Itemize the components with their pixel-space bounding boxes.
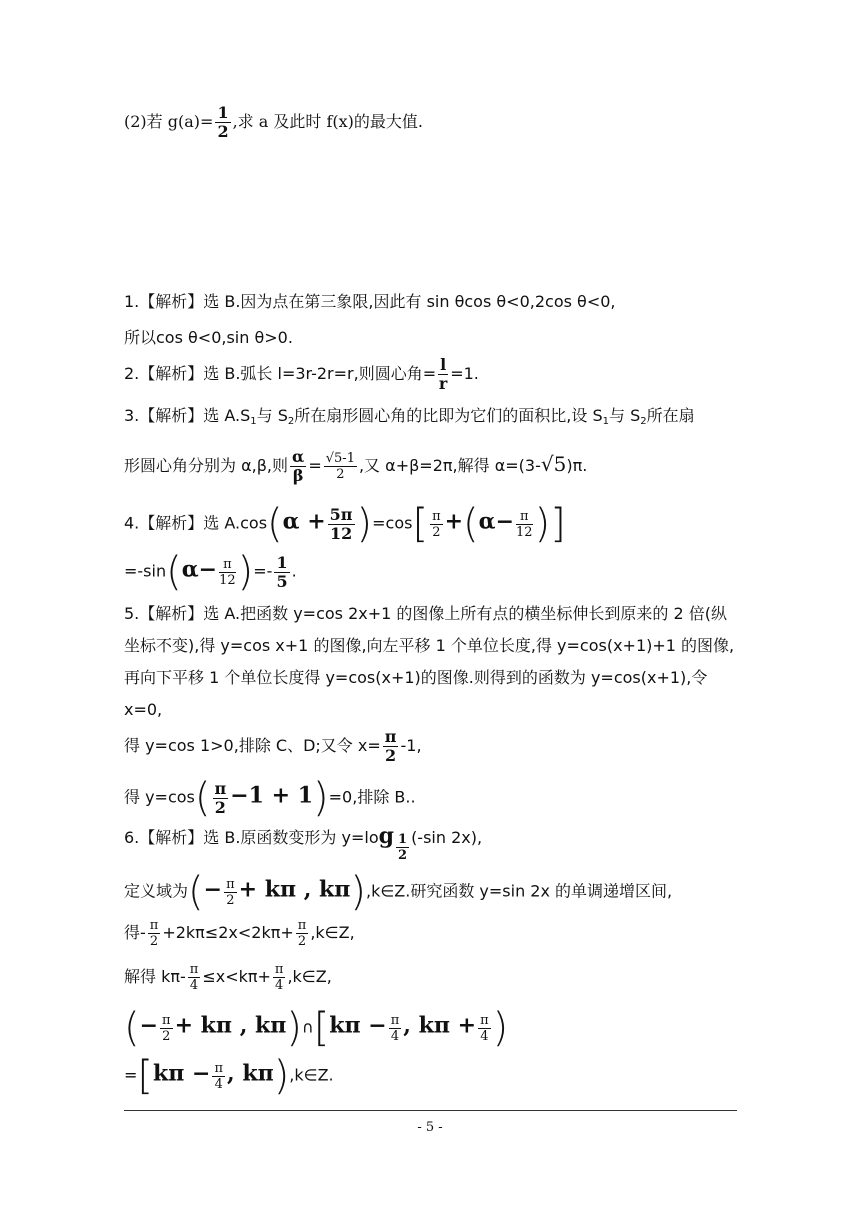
left-bracket: [ xyxy=(313,1005,330,1051)
fraction-numerator: π xyxy=(432,508,441,524)
fraction-numerator: 1 xyxy=(217,103,229,122)
fraction-denominator: 12 xyxy=(516,524,533,540)
fraction xyxy=(219,557,236,588)
subscript: 2 xyxy=(640,416,647,427)
text-fragment: 3.【解析】选 A.S xyxy=(124,406,251,425)
text-fragment: 形圆心角分别为 α,β,则 xyxy=(124,456,289,475)
solution-4-line-2 xyxy=(124,549,297,595)
left-paren: ( xyxy=(463,501,479,547)
solution-5-line-5 xyxy=(124,728,422,765)
right-paren: ) xyxy=(534,501,551,547)
solution-3-line-2 xyxy=(124,448,587,485)
fraction-denominator: 12 xyxy=(219,572,236,588)
minus-sign: − xyxy=(203,876,223,903)
fraction-denominator: 2 xyxy=(226,892,235,908)
equals-sign: = xyxy=(308,456,322,475)
solution-5-line-6 xyxy=(124,775,416,821)
fraction-numerator: 5π xyxy=(329,504,353,524)
fraction xyxy=(188,962,201,993)
expression: kπ − xyxy=(329,1012,387,1039)
fraction xyxy=(389,1013,402,1044)
left-bracket: [ xyxy=(137,1053,154,1099)
subscript: 1 xyxy=(602,416,609,427)
left-paren: ( xyxy=(194,775,211,821)
alpha-term: α− xyxy=(181,556,218,583)
footer-divider xyxy=(124,1110,737,1111)
left-paren: ( xyxy=(188,869,204,915)
fraction-denominator: 4 xyxy=(390,1028,400,1044)
fraction xyxy=(212,1061,225,1092)
subscript: 2 xyxy=(287,416,295,427)
fraction-denominator: 12 xyxy=(329,523,353,543)
fraction-denominator: 4 xyxy=(480,1028,489,1044)
solution-6-line-4 xyxy=(124,962,332,993)
left-paren: ( xyxy=(267,501,283,547)
text-fragment: =-sin xyxy=(124,561,167,581)
text-fragment: ,k∈Z. xyxy=(289,1065,334,1085)
fraction-denominator: 2 xyxy=(214,797,226,817)
fraction-numerator: π xyxy=(219,557,236,573)
fraction xyxy=(516,509,533,540)
left-paren: ( xyxy=(166,549,182,595)
expression: kπ − xyxy=(153,1060,211,1087)
solution-6-line-3 xyxy=(124,918,355,949)
text-fragment: +2kπ≤2x<2kπ+ xyxy=(162,923,294,942)
text-fragment: ,k∈Z, xyxy=(310,923,355,942)
fraction-numerator: 1 xyxy=(276,552,288,572)
fraction-denominator: 2 xyxy=(217,122,229,141)
fraction-denominator: 2 xyxy=(385,746,397,765)
right-paren: ) xyxy=(286,1005,302,1051)
text-fragment: = xyxy=(124,1065,138,1085)
right-paren: ) xyxy=(273,1053,290,1099)
sqrt-5: √5 xyxy=(540,452,567,476)
right-paren: ) xyxy=(356,501,373,547)
golden-ratio-fraction xyxy=(324,451,357,482)
solution-1-line-2: 所以cos θ<0,sin θ>0. xyxy=(124,328,293,347)
text-fragment: (-sin 2x), xyxy=(411,828,483,847)
text-fragment: ≤x<kπ+ xyxy=(202,967,271,986)
fraction xyxy=(430,509,443,540)
solution-5-line-3: 再向下平移 1 个单位长度得 y=cos(x+1)的图像.则得到的函数为 y=cos(x+1),令 xyxy=(124,668,708,687)
text-fragment: =cos xyxy=(372,513,413,533)
solution-6-line-2 xyxy=(124,869,673,915)
solution-3-line-1 xyxy=(124,406,695,432)
fraction xyxy=(383,728,399,765)
fraction-numerator: π xyxy=(149,918,159,933)
text-fragment: ,k∈Z, xyxy=(287,967,332,986)
fraction-numerator: π xyxy=(390,1012,400,1028)
fraction-numerator: α xyxy=(292,447,305,466)
solution-5-line-2: 坐标不变),得 y=cos x+1 的图像,向左平移 1 个单位长度,得 y=cos(x+1)+1 的图像, xyxy=(124,636,735,655)
fraction-numerator: π xyxy=(516,509,533,525)
plus-sign: + xyxy=(444,508,464,535)
intersection-symbol: ∩ xyxy=(301,1017,314,1037)
page-number: - 5 - xyxy=(417,1120,443,1135)
fraction xyxy=(273,962,286,993)
right-paren: ) xyxy=(350,869,366,915)
expression: , kπ xyxy=(227,1060,274,1087)
fraction xyxy=(213,780,229,817)
fraction-numerator: π xyxy=(480,1012,489,1028)
fraction-numerator: √5-1 xyxy=(325,451,355,466)
expression: + kπ , kπ xyxy=(238,876,351,903)
fraction-denominator: 4 xyxy=(275,978,284,993)
text-fragment: 解得 kπ- xyxy=(124,967,186,986)
subscript: 1 xyxy=(250,416,257,427)
fraction xyxy=(328,506,355,543)
text-fragment: 得 y=cos xyxy=(124,787,195,807)
text-fragment: 得- xyxy=(124,923,146,942)
fraction-numerator: 1 xyxy=(398,832,408,847)
fraction-denominator: β xyxy=(292,466,304,485)
fraction-numerator: π xyxy=(226,876,235,892)
solution-6-line-5 xyxy=(124,1005,509,1051)
fraction-denominator: 4 xyxy=(189,978,199,993)
fraction-denominator: 4 xyxy=(214,1076,223,1092)
fraction xyxy=(296,918,309,949)
question-prefix: (2)若 g(a)= xyxy=(124,112,214,131)
log-g: g xyxy=(378,823,395,849)
text-fragment: 4.【解析】选 A.cos xyxy=(124,513,268,533)
solution-2 xyxy=(124,356,479,393)
fraction-denominator: 2 xyxy=(162,1028,171,1044)
text-fragment: 与 S xyxy=(608,406,641,425)
text-fragment: ,k∈Z.研究函数 y=sin 2x 的单调递增区间, xyxy=(365,881,673,901)
solution-2-prefix: 2.【解析】选 B.弧长 l=3r-2r=r,则圆心角= xyxy=(124,364,437,383)
fraction xyxy=(148,918,161,949)
text-fragment: 与 S xyxy=(256,406,288,425)
alpha-term: α + xyxy=(282,508,326,535)
fraction-numerator: π xyxy=(189,962,199,977)
question-suffix: ,求 a 及此时 f(x)的最大值. xyxy=(232,112,423,131)
fraction-numerator: π xyxy=(297,918,307,933)
fraction-denominator: 2 xyxy=(432,524,441,540)
fraction-numerator: l xyxy=(440,355,447,374)
text-fragment: ,又 α+β=2π,解得 α=(3- xyxy=(358,456,541,475)
left-paren: ( xyxy=(124,1005,140,1051)
text-fragment: 得 y=cos 1>0,排除 C、D;又令 x= xyxy=(124,736,381,755)
solution-2-suffix: =1. xyxy=(450,364,479,383)
text-fragment: 所在扇形圆心角的比即为它们的面积比,设 S xyxy=(294,406,603,425)
fraction xyxy=(160,1013,173,1044)
fraction-denominator: 5 xyxy=(276,571,288,591)
fraction-denominator: 2 xyxy=(398,848,408,863)
fraction-denominator: r xyxy=(438,374,448,393)
log-base-fraction xyxy=(396,832,409,863)
solution-6-line-6 xyxy=(124,1053,334,1099)
text-fragment: 定义域为 xyxy=(124,881,189,901)
ratio-fraction xyxy=(290,448,306,485)
solution-5-line-1: 5.【解析】选 A.把函数 y=cos 2x+1 的图像上所有点的横坐标伸长到原来的 2 倍(纵 xyxy=(124,604,727,623)
expression: + kπ , kπ xyxy=(174,1012,287,1039)
fraction-denominator: 2 xyxy=(297,934,307,949)
text-fragment: -1, xyxy=(400,736,422,755)
left-bracket: [ xyxy=(412,501,429,547)
fraction xyxy=(274,554,289,591)
question-2 xyxy=(124,104,423,141)
alpha-term: α− xyxy=(478,508,515,535)
solution-1-line-1: 1.【解析】选 B.因为点在第三象限,因此有 sin θcos θ<0,2cos θ<0, xyxy=(124,292,616,311)
question-fraction xyxy=(215,104,230,141)
text-fragment: 6.【解析】选 B.原函数变形为 y=lo xyxy=(124,828,379,847)
text-fragment: 所在扇 xyxy=(646,406,695,425)
fraction-numerator: π xyxy=(214,1060,224,1076)
fraction-numerator: π xyxy=(384,727,397,746)
solution-5-line-4: x=0, xyxy=(124,700,163,719)
expression: , kπ + xyxy=(403,1012,477,1039)
fraction-numerator: π xyxy=(274,962,284,977)
right-bracket: ] xyxy=(550,501,566,547)
fraction xyxy=(224,877,237,908)
fraction-numerator: π xyxy=(214,778,227,798)
right-paren: ) xyxy=(237,549,254,595)
solution-6-line-1 xyxy=(124,823,483,863)
fraction-numerator: π xyxy=(162,1012,171,1028)
fraction-denominator: 2 xyxy=(149,934,159,949)
solution-2-fraction xyxy=(438,356,448,393)
minus-sign: − xyxy=(139,1012,159,1039)
text-fragment: =0,排除 B.. xyxy=(328,787,416,807)
expression: −1 + 1 xyxy=(230,782,314,809)
text-fragment: =- xyxy=(253,561,273,581)
fraction xyxy=(478,1013,491,1044)
right-paren: ) xyxy=(313,775,329,821)
solution-4-line-1 xyxy=(124,501,566,547)
fraction-denominator: 2 xyxy=(336,467,345,482)
text-fragment: )π. xyxy=(566,456,588,475)
text-fragment: . xyxy=(291,561,297,581)
right-paren: ) xyxy=(492,1005,509,1051)
